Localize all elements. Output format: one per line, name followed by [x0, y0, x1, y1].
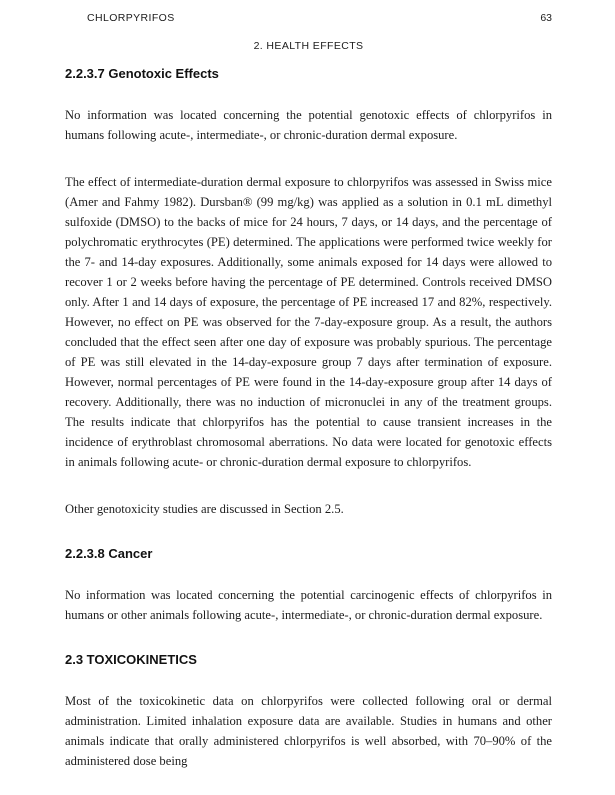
running-head [87, 12, 552, 24]
paragraph-toxicokinetics: Most of the toxicokinetic data on chlorpyrifos were collected following oral or dermal administration. Limited inhalation exposure data are available. Studies in humans and other animals indicate that orally administered chlorpyrifos is well absorbed, with 70–90% of the administered dose being [65, 694, 552, 768]
section-heading-genotoxic-effects: 2.2.3.7 Genotoxic Effects [65, 66, 219, 81]
paragraph-cancer: No information was located concerning the potential carcinogenic effects of chlorpyrifos in humans or other animals following acute-, intermediate-, or chronic-duration dermal exposure. [65, 588, 552, 622]
running-title: CHLORPYRIFOS [87, 12, 175, 24]
page-number: 63 [540, 12, 552, 24]
paragraph-genotoxic-crossref: Other genotoxicity studies are discussed in Section 2.5. [65, 502, 344, 516]
section-heading-toxicokinetics: 2.3 TOXICOKINETICS [65, 652, 197, 667]
chapter-title: 2. HEALTH EFFECTS [253, 40, 364, 52]
document-content [65, 66, 552, 771]
paragraph-genotoxic-study: The effect of intermediate-duration dermal exposure to chlorpyrifos was assessed in Swiss mice (Amer and Fahmy 1982). Dursban® (99 mg/kg) was applied as a solution in 0.1 mL dimethyl sulfoxide (DMSO) to the backs of mice for 24 hours, 7 days, or 14 days, and the percentage of polychromatic erythrocytes (PE) determined. The applications were performed twice weekly for the 7- and 14-day exposures. Additionally, some animals exposed for 14 days were allowed to recover 1 or 2 weeks before having the percentage of PE determined. Controls received DMSO only. After 1 and 14 days of exposure, the percentage of PE increased 17 and 82%, respectively. However, no effect on PE was observed for the 7-day-exposure group. As a result, the authors concluded that the effect seen after one day of exposure was probably spurious. The percentage of PE was still elevated in the 14-day-exposure group 7 days after termination of exposure. However, normal percentages of PE were found in the 14-day-exposure group after 14 days of recovery. Additionally, there was no induction of micronuclei in any of the treatment groups. The results indicate that chlorpyrifos has the potential to cause transient increases in the incidence of erythroblast chromosomal aberrations. No data were located for genotoxic effects in animals following acute- or chronic-duration dermal exposure to chlorpyrifos. [65, 175, 552, 469]
section-heading-cancer: 2.2.3.8 Cancer [65, 546, 153, 561]
paragraph-genotoxic-intro: No information was located concerning the potential genotoxic effects of chlorpyrifos in humans following acute-, intermediate-, or chronic-duration dermal exposure. [65, 108, 552, 142]
